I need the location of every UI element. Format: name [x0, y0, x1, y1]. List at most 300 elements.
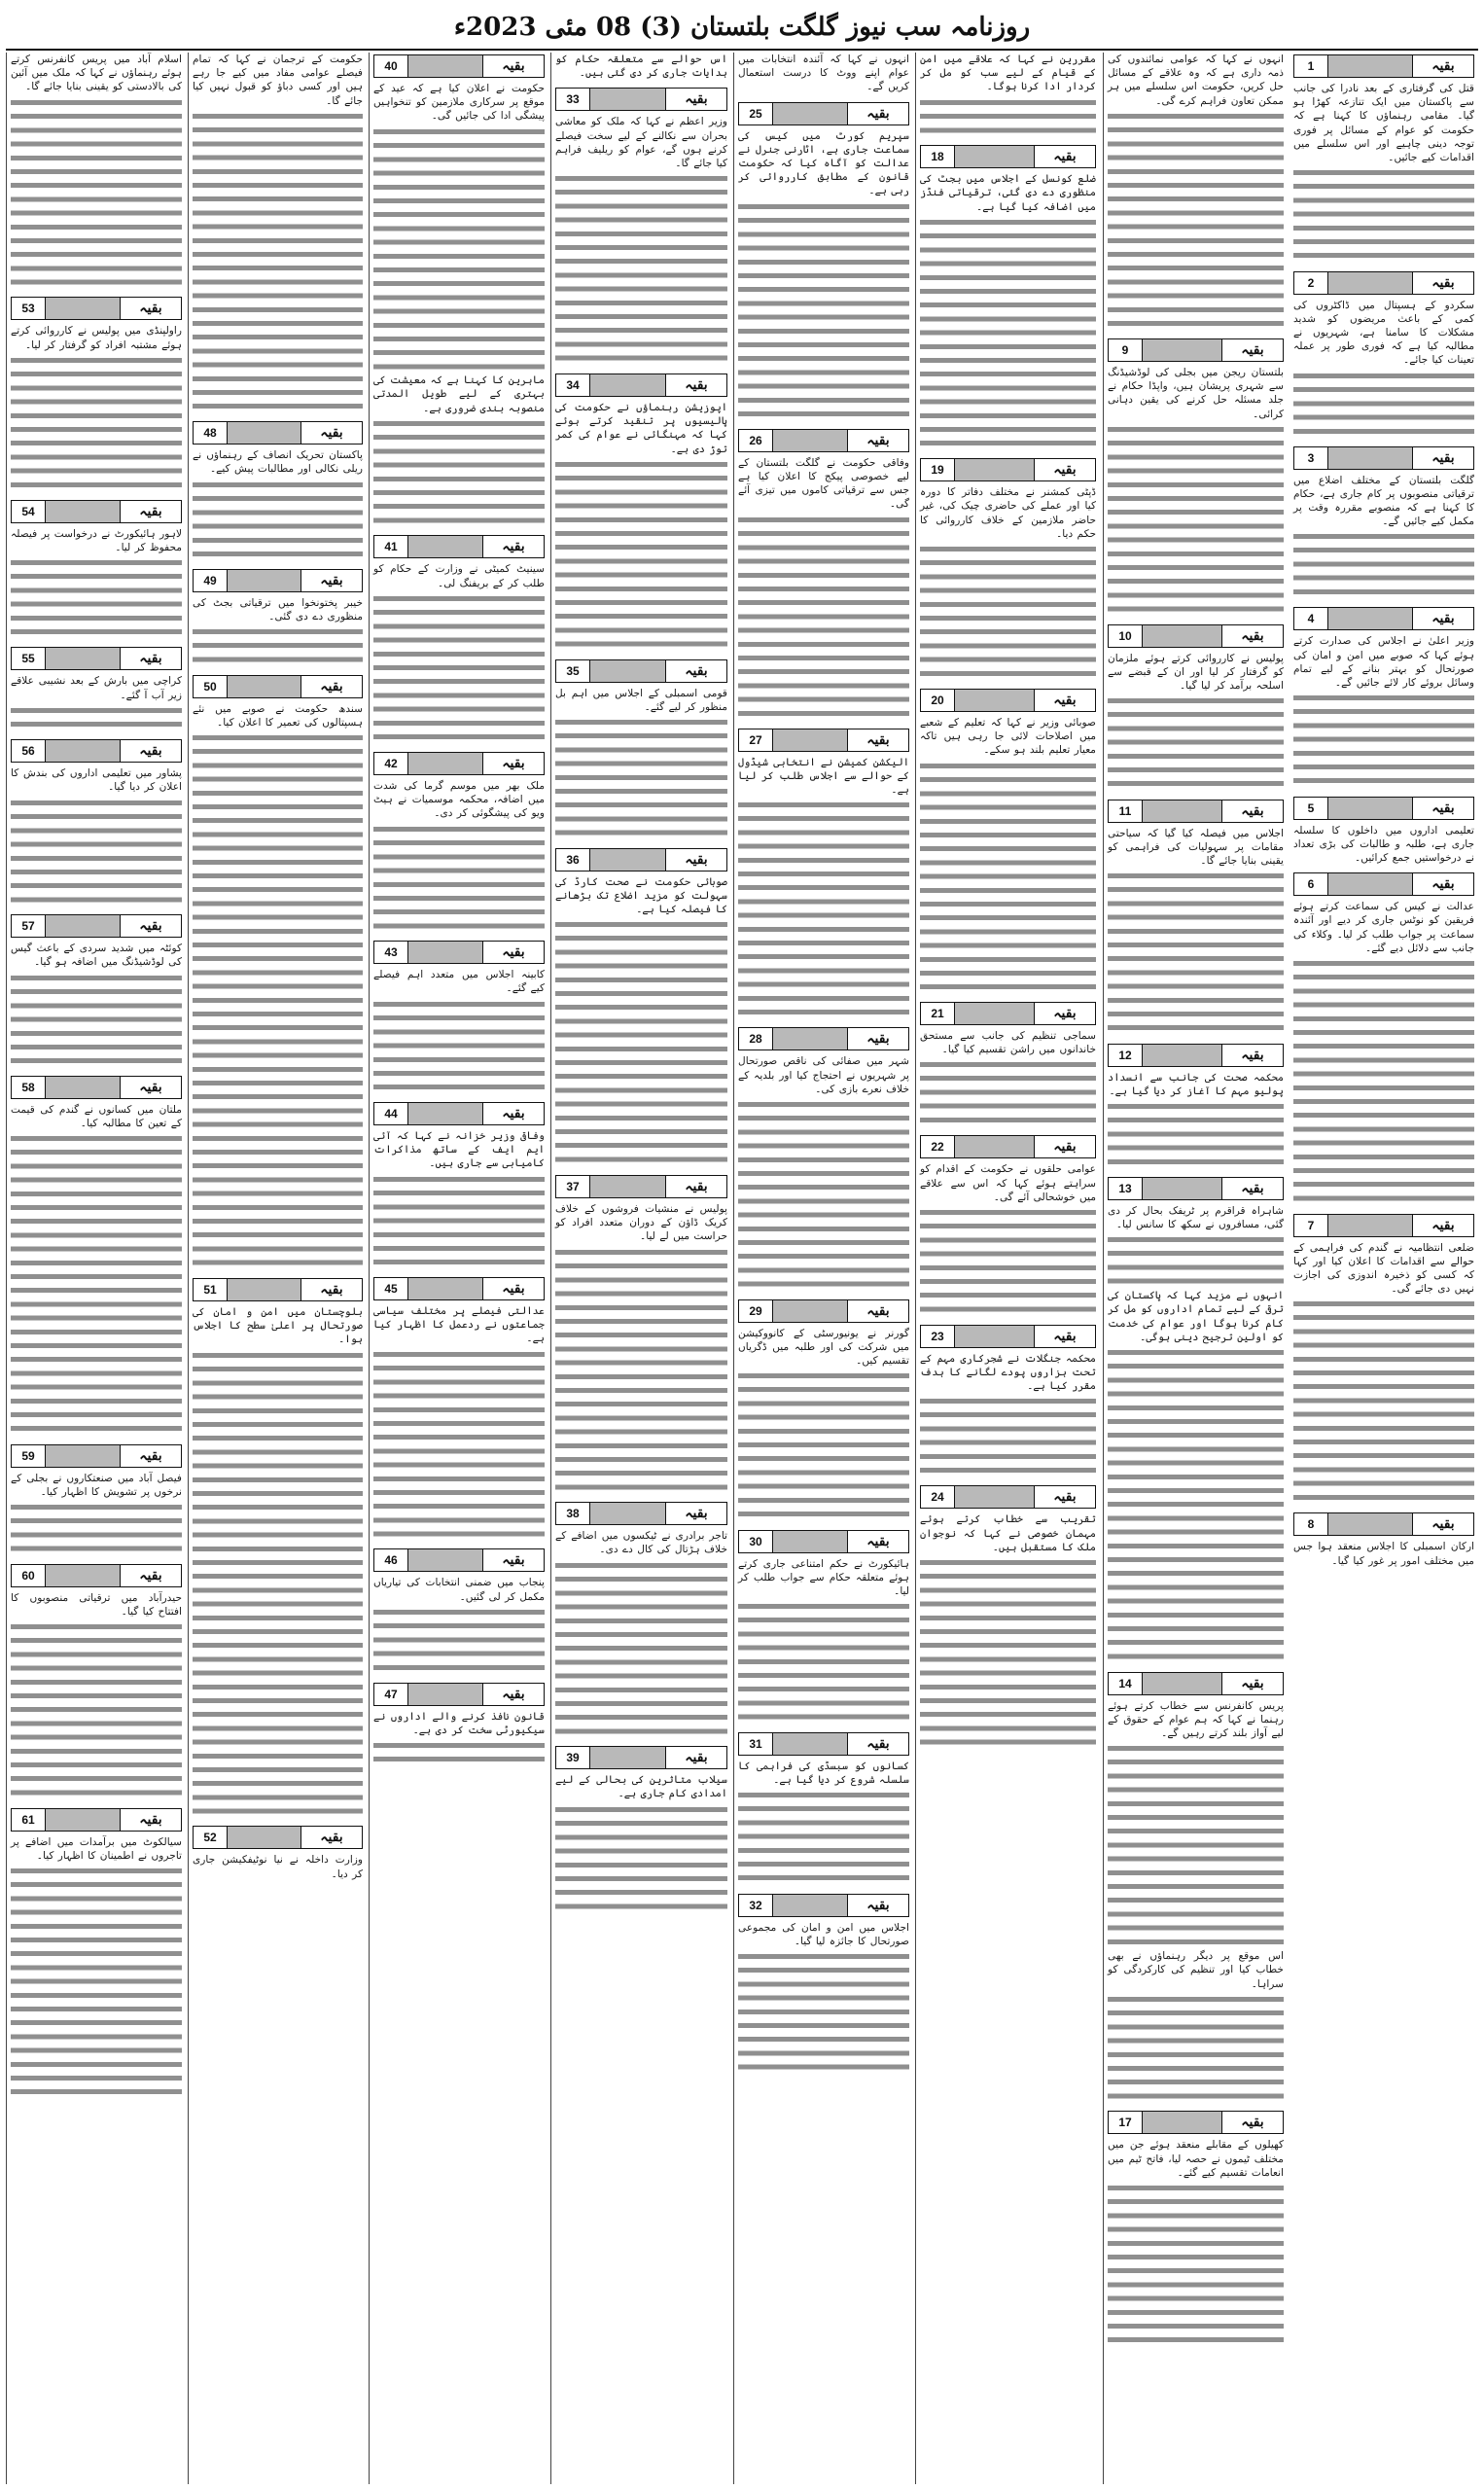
article-text: اس حوالے سے متعلقہ حکام کو ہدایات جاری کر دی گئی ہیں۔ [555, 53, 727, 80]
continuation-item [1108, 2103, 1284, 2347]
continuation-item [920, 450, 1096, 681]
article-text-lines [11, 354, 182, 492]
continuation-number: 54 [12, 501, 46, 522]
continuation-number: 4 [1294, 608, 1328, 629]
continuation-word: بقیہ [847, 1733, 908, 1755]
continuation-tag [555, 1746, 727, 1769]
continuation-item [555, 1167, 727, 1494]
continuation-number: 23 [921, 1326, 955, 1347]
continuation-tag [11, 1808, 182, 1832]
continuation-item [920, 994, 1096, 1127]
continuation-tag [193, 421, 363, 445]
continuation-item [555, 366, 727, 652]
continuation-tag [193, 569, 363, 592]
continuation-word: بقیہ [1412, 798, 1473, 819]
continuation-tag [1293, 1512, 1474, 1536]
continuation-number: 50 [194, 676, 228, 697]
article-text: سیالکوٹ میں برآمدات میں اضافے پر تاجروں نے اطمینان کا اظہار کیا۔ [11, 1836, 182, 1863]
continuation-tag [738, 1299, 909, 1323]
continuation-tag [193, 1278, 363, 1301]
continuation-word: بقیہ [1412, 873, 1473, 895]
continuation-item [373, 1541, 545, 1674]
continuation-item [555, 53, 727, 80]
continuation-item [193, 561, 363, 667]
article-text-lines [920, 1058, 1096, 1127]
continuation-item [555, 1494, 727, 1738]
continuation-tag [373, 1102, 545, 1125]
article-text-lines [738, 1789, 909, 1885]
article-text-lines [555, 716, 727, 840]
article-text-lines [1293, 370, 1474, 439]
continuation-item [1108, 1949, 1284, 2103]
article-text: سپریم کورٹ میں کیس کی سماعت جاری ہے، اٹارنی جنرل نے عدالت کو آگاہ کیا کہ حکومت قانون کے مطابق کارروائی کر رہی ہے۔ [738, 129, 909, 197]
continuation-number: 25 [739, 103, 773, 124]
article-text-lines [373, 592, 545, 744]
continuation-item [1293, 789, 1474, 866]
continuation-item [11, 1437, 182, 1556]
article-text: قانون نافذ کرنے والے اداروں نے سیکیورٹی سخت کر دی ہے۔ [373, 1710, 545, 1737]
continuation-number: 24 [921, 1486, 955, 1508]
article-text-lines [920, 1395, 1096, 1477]
article-text: فیصل آباد میں صنعتکاروں نے بجلی کے نرخوں پر تشویش کا اظہار کیا۔ [11, 1472, 182, 1498]
article-text: خیبر پختونخوا میں ترقیاتی بجٹ کی منظوری دے دی گئی۔ [193, 596, 363, 622]
article-text-lines [920, 760, 1096, 994]
continuation-item [1108, 331, 1284, 617]
continuation-number: 22 [921, 1136, 955, 1157]
article-text-lines [738, 1950, 909, 2075]
continuation-word: بقیہ [1034, 1326, 1095, 1347]
article-text: ضلع کونسل کے اجلاس میں بجٹ کی منظوری دے دی گئی، ترقیاتی فنڈز میں اضافہ کیا گیا ہے۔ [920, 173, 1096, 213]
continuation-word: بقیہ [1221, 1673, 1283, 1694]
article-text: انہوں نے کہا کہ عوامی نمائندوں کی ذمہ داری ہے کہ وہ علاقے کے مسائل حل کریں، حکومت اس سلسلے میں ہر ممکن تعاون فراہم کرے گی۔ [1108, 53, 1284, 107]
article-text: کھیلوں کے مقابلے منعقد ہوئے جن میں مختلف ٹیموں نے حصہ لیا، فاتح ٹیم میں انعامات تقسیم کیے گئے۔ [1108, 2139, 1284, 2179]
news-column [915, 53, 1100, 2484]
continuation-number: 59 [12, 1445, 46, 1467]
continuation-item [920, 137, 1096, 450]
continuation-number: 38 [556, 1503, 590, 1524]
continuation-item [920, 1127, 1096, 1316]
continuation-number: 34 [556, 374, 590, 396]
continuation-word: بقیہ [665, 660, 726, 682]
article-text: صوبائی حکومت نے صحت کارڈ کی سہولت کو مزید اضلاع تک بڑھانے کا فیصلہ کیا ہے۔ [555, 875, 727, 916]
article-text-lines [555, 458, 727, 652]
continuation-number: 60 [12, 1565, 46, 1586]
continuation-item [193, 53, 363, 413]
article-text-lines [738, 1098, 909, 1292]
continuation-word: بقیہ [482, 55, 544, 77]
continuation-tag [11, 914, 182, 938]
continuation-word: بقیہ [120, 298, 181, 319]
article-text-lines [920, 216, 1096, 450]
continuation-tag [738, 102, 909, 125]
continuation-tag [11, 1444, 182, 1468]
continuation-number: 37 [556, 1176, 590, 1197]
continuation-tag [738, 729, 909, 752]
article-text-lines [1108, 1233, 1284, 1289]
continuation-item [11, 907, 182, 1068]
article-text-lines [373, 125, 545, 374]
article-text-lines [1108, 110, 1284, 331]
article-text: مقررین نے کہا کہ علاقے میں امن کے قیام کے لیے سب کو مل کر کردار ادا کرنا ہوگا۔ [920, 53, 1096, 93]
continuation-item [555, 80, 727, 366]
continuation-tag [1108, 338, 1284, 362]
article-text-lines [373, 1348, 545, 1542]
continuation-item [738, 53, 909, 94]
continuation-number: 6 [1294, 873, 1328, 895]
article-text: وفاقی حکومت نے گلگت بلتستان کے لیے خصوصی پیکج کا اعلان کیا ہے جس سے ترقیاتی کاموں میں تیزی آئے گی۔ [738, 456, 909, 511]
continuation-tag [920, 1002, 1096, 1025]
continuation-item [1293, 264, 1474, 439]
continuation-word: بقیہ [482, 942, 544, 963]
continuation-tag [738, 429, 909, 452]
article-text: انہوں نے مزید کہا کہ پاکستان کی ترقی کے لیے تمام اداروں کو مل کر کام کرنا ہوگا اور عوام کی خدمت کو اولین ترجیح دینی ہوگی۔ [1108, 1290, 1284, 1343]
continuation-number: 31 [739, 1733, 773, 1755]
continuation-number: 35 [556, 660, 590, 682]
continuation-number: 33 [556, 89, 590, 110]
article-text-lines [1293, 530, 1474, 599]
continuation-word: بقیہ [847, 1300, 908, 1322]
continuation-word: بقیہ [847, 1531, 908, 1552]
continuation-tag [373, 535, 545, 558]
continuation-tag [738, 1894, 909, 1917]
continuation-item [1293, 599, 1474, 788]
continuation-tag [373, 752, 545, 775]
article-text-lines [193, 110, 363, 413]
continuation-item [11, 289, 182, 491]
continuation-item [738, 421, 909, 721]
article-text: وزیر اعلیٰ نے اجلاس کی صدارت کرتے ہوئے کہا کہ صوبے میں امن و امان کی صورتحال کو بہتر بنانے کے لیے تمام وسائل بروئے کار لائے جائیں گے۔ [1293, 635, 1474, 690]
continuation-number: 46 [374, 1549, 408, 1571]
continuation-item [373, 53, 545, 374]
continuation-tag [738, 1027, 909, 1050]
continuation-word: بقیہ [1034, 459, 1095, 480]
continuation-item [373, 1094, 545, 1269]
continuation-word: بقیہ [1221, 625, 1283, 647]
continuation-number: 57 [12, 915, 46, 937]
continuation-word: بقیہ [1412, 272, 1473, 294]
continuation-number: 55 [12, 648, 46, 669]
continuation-number: 40 [374, 55, 408, 77]
news-column [369, 53, 548, 2484]
article-text: تعلیمی اداروں میں داخلوں کا سلسلہ جاری ہے، طلبہ و طالبات کی بڑی تعداد نے درخواستیں جمع کرائیں۔ [1293, 824, 1474, 865]
continuation-number: 48 [194, 422, 228, 444]
continuation-word: بقیہ [847, 1028, 908, 1049]
continuation-tag [1293, 54, 1474, 78]
news-column [1290, 53, 1478, 2484]
continuation-word: بقیہ [482, 753, 544, 774]
article-text-lines [193, 479, 363, 561]
article-text: پنجاب میں ضمنی انتخابات کی تیاریاں مکمل کر لی گئیں۔ [373, 1577, 545, 1603]
continuation-item [1293, 865, 1474, 1205]
continuation-number: 7 [1294, 1215, 1328, 1236]
continuation-tag [373, 1548, 545, 1572]
continuation-tag [555, 88, 727, 111]
continuation-item [193, 667, 363, 1270]
continuation-number: 53 [12, 298, 46, 319]
continuation-word: بقیہ [847, 430, 908, 451]
continuation-tag [1293, 872, 1474, 896]
continuation-number: 19 [921, 459, 955, 480]
continuation-word: بقیہ [1034, 1486, 1095, 1508]
continuation-item [193, 1270, 363, 1818]
article-text: قتل کی گرفتاری کے بعد نادرا کی جانب سے پاکستان میں ایک تنازعہ کھڑا ہو گیا۔ مقامی رہنماؤں کا کہنا ہے کہ حکومت کو عوام کے مسائل پر فوری توجہ دینی چاہیے اور اس سلسلے میں اقدامات کیے جائیں۔ [1293, 83, 1474, 164]
continuation-number: 18 [921, 146, 955, 167]
continuation-item [11, 492, 182, 640]
article-text-lines [11, 1132, 182, 1436]
continuation-number: 39 [556, 1747, 590, 1768]
article-text: حکومت کے ترجمان نے کہا کہ تمام فیصلے عوامی مفاد میں کیے جا رہے ہیں اور کسی دباؤ کو قبول نہیں کیا جائے گا۔ [193, 53, 363, 107]
article-text-lines [373, 1606, 545, 1675]
continuation-number: 27 [739, 729, 773, 751]
continuation-number: 1 [1294, 55, 1328, 77]
continuation-item [738, 1725, 909, 1886]
continuation-number: 28 [739, 1028, 773, 1049]
continuation-tag [373, 1683, 545, 1706]
article-text-lines [1108, 1346, 1284, 1664]
continuation-item [11, 639, 182, 731]
continuation-number: 11 [1109, 800, 1143, 822]
continuation-word: بقیہ [1034, 690, 1095, 711]
continuation-tag [373, 54, 545, 78]
continuation-number: 47 [374, 1684, 408, 1705]
continuation-number: 49 [194, 570, 228, 591]
news-column [733, 53, 913, 2484]
continuation-word: بقیہ [482, 1549, 544, 1571]
continuation-number: 44 [374, 1103, 408, 1124]
continuation-tag [1293, 446, 1474, 470]
article-text: اپوزیشن رہنماؤں نے حکومت کی پالیسیوں پر تنقید کرتے ہوئے کہا کہ مہنگائی نے عوام کی کمر توڑ دی ہے۔ [555, 402, 727, 455]
continuation-item [11, 1556, 182, 1800]
article-text: الیکشن کمیشن نے انتخابی شیڈول کے حوالے سے اجلاس طلب کر لیا ہے۔ [738, 756, 909, 797]
article-text-lines [373, 998, 545, 1094]
continuation-item [1108, 617, 1284, 792]
article-text: گورنر نے یونیورسٹی کے کانووکیشن میں شرکت کی اور طلبہ میں ڈگریاں تقسیم کیں۔ [738, 1327, 909, 1368]
continuation-number: 20 [921, 690, 955, 711]
continuation-tag [373, 941, 545, 964]
continuation-word: بقیہ [1412, 1215, 1473, 1236]
news-column [1103, 53, 1288, 2484]
article-text-lines [373, 1173, 545, 1269]
article-text-lines [1108, 1100, 1284, 1169]
continuation-item [1293, 1505, 1474, 1567]
article-text-lines [555, 172, 727, 366]
article-text: شہر میں صفائی کی ناقص صورتحال پر شہریوں نے احتجاج کیا اور بلدیہ کے خلاف نعرے بازی کی۔ [738, 1055, 909, 1095]
continuation-item [920, 681, 1096, 994]
continuation-number: 5 [1294, 798, 1328, 819]
continuation-item [373, 744, 545, 933]
article-text-lines [193, 625, 363, 667]
continuation-item [738, 721, 909, 1020]
article-text: وزیر اعظم نے کہا کہ ملک کو معاشی بحران سے نکالنے کے لیے سخت فیصلے کرنے ہوں گے، عوام کو ریلیف فراہم کیا جائے گا۔ [555, 116, 727, 170]
continuation-item [1108, 1664, 1284, 1950]
article-text: کسانوں کو سبسڈی کی فراہمی کا سلسلہ شروع کر دیا گیا ہے۔ [738, 1761, 909, 1787]
continuation-number: 26 [739, 430, 773, 451]
continuation-item [193, 1818, 363, 1880]
continuation-word: بقیہ [1412, 608, 1473, 629]
continuation-item [738, 94, 909, 421]
continuation-tag [920, 145, 1096, 168]
article-text: حیدرآباد میں ترقیاتی منصوبوں کا افتتاح کیا گیا۔ [11, 1592, 182, 1618]
continuation-number: 45 [374, 1278, 408, 1299]
continuation-item [373, 1269, 545, 1541]
article-text-lines [373, 1739, 545, 1766]
continuation-number: 36 [556, 849, 590, 871]
continuation-number: 21 [921, 1003, 955, 1024]
article-text-lines [738, 200, 909, 421]
article-text: محکمہ صحت کی جانب سے انسداد پولیو مہم کا آغاز کر دیا گیا ہے۔ [1108, 1071, 1284, 1097]
newspaper-page [6, 6, 1478, 2484]
continuation-word: بقیہ [1221, 1178, 1283, 1199]
continuation-tag [1293, 797, 1474, 820]
article-text: پریس کانفرنس سے خطاب کرتے ہوئے رہنما نے کہا کہ ہم عوام کے حقوق کے لیے آواز بلند کرتے رہیں گے۔ [1108, 1699, 1284, 1740]
news-column [188, 53, 367, 2484]
article-text: وزارت داخلہ نے نیا نوٹیفکیشن جاری کر دیا۔ [193, 1854, 363, 1880]
continuation-item [193, 413, 363, 561]
article-text-lines [193, 731, 363, 1270]
continuation-number: 12 [1109, 1045, 1143, 1066]
continuation-word: بقیہ [1412, 55, 1473, 77]
continuation-word: بقیہ [1034, 1136, 1095, 1157]
article-text: ملتان میں کسانوں نے گندم کی قیمت کے تعین کا مطالبہ کیا۔ [11, 1104, 182, 1130]
continuation-item [373, 527, 545, 744]
article-text: سندھ حکومت نے صوبے میں نئے ہسپتالوں کی تعمیر کا اعلان کیا۔ [193, 702, 363, 729]
continuation-tag [555, 848, 727, 872]
continuation-word: بقیہ [847, 729, 908, 751]
article-text-lines [373, 823, 545, 934]
article-text: محکمہ جنگلات نے شجرکاری مہم کے تحت ہزاروں پودے لگانے کا ہدف مقرر کیا ہے۔ [920, 1352, 1096, 1393]
continuation-item [738, 1019, 909, 1291]
continuation-item [11, 731, 182, 907]
article-text: صوبائی وزیر نے کہا کہ تعلیم کے شعبے میں اصلاحات لائی جا رہی ہیں تاکہ معیار تعلیم بلند ہو سکے۔ [920, 717, 1096, 757]
continuation-item [920, 53, 1096, 137]
article-text-lines [738, 1600, 909, 1725]
article-text: عدالت نے کیس کی سماعت کرتے ہوئے فریقین کو نوٹس جاری کر دیے اور آئندہ سماعت پر جواب طلب کر لیا۔ وکلاء کی جانب سے دلائل دیے گئے۔ [1293, 901, 1474, 954]
continuation-word: بقیہ [300, 1279, 362, 1300]
continuation-tag [1293, 607, 1474, 630]
article-text-lines [11, 797, 182, 907]
continuation-number: 17 [1109, 2112, 1143, 2133]
continuation-item [1293, 53, 1474, 264]
continuation-tag [1293, 1214, 1474, 1237]
article-text: انہوں نے کہا کہ آئندہ انتخابات میں عوام اپنے ووٹ کا درست استعمال کریں گے۔ [738, 53, 909, 93]
article-text: پشاور میں تعلیمی اداروں کی بندش کا اعلان کر دیا گیا۔ [11, 767, 182, 794]
continuation-number: 41 [374, 536, 408, 557]
article-text: پولیس نے منشیات فروشوں کے خلاف کریک ڈاؤن کے دوران متعدد افراد کو حراست میں لے لیا۔ [555, 1203, 727, 1243]
news-column [550, 53, 731, 2484]
article-text: حکومت نے اعلان کیا ہے کہ عید کے موقع پر سرکاری ملازمین کو تنخواہیں پیشگی ادا کی جائیں گی۔ [373, 83, 545, 123]
continuation-word: بقیہ [120, 1565, 181, 1586]
continuation-item [373, 933, 545, 1094]
continuation-number: 10 [1109, 625, 1143, 647]
continuation-number: 2 [1294, 272, 1328, 294]
continuation-number: 29 [739, 1300, 773, 1322]
article-text: قومی اسمبلی کے اجلاس میں اہم بل منظور کر لیے گئے۔ [555, 687, 727, 713]
article-text: ہائیکورٹ نے حکم امتناعی جاری کرتے ہوئے متعلقہ حکام سے جواب طلب کر لیا۔ [738, 1557, 909, 1598]
article-text: تقریب سے خطاب کرتے ہوئے مہمان خصوصی نے کہا کہ نوجوان ملک کا مستقبل ہیں۔ [920, 1513, 1096, 1553]
continuation-word: بقیہ [300, 570, 362, 591]
article-text-lines [11, 1865, 182, 2099]
continuation-word: بقیہ [1221, 800, 1283, 822]
continuation-tag [920, 1135, 1096, 1158]
article-text-lines [920, 1556, 1096, 1750]
continuation-tag [1108, 2111, 1284, 2134]
continuation-number: 3 [1294, 447, 1328, 469]
article-text-lines [1108, 2182, 1284, 2347]
article-text-lines [555, 1559, 727, 1739]
article-text: اس موقع پر دیگر رہنماؤں نے بھی خطاب کیا اور تنظیم کی کارکردگی کو سراہا۔ [1108, 1950, 1284, 1990]
continuation-word: بقیہ [120, 915, 181, 937]
continuation-tag [11, 1076, 182, 1099]
continuation-word: بقیہ [120, 501, 181, 522]
article-text-lines [738, 1370, 909, 1521]
article-text: شاہراہ قراقرم پر ٹریفک بحال کر دی گئی، مسافروں نے سکھ کا سانس لیا۔ [1108, 1205, 1284, 1231]
continuation-tag [1293, 271, 1474, 295]
article-text-lines [1108, 423, 1284, 617]
article-text: سماجی تنظیم کی جانب سے مستحق خاندانوں میں راشن تقسیم کیا گیا۔ [920, 1030, 1096, 1056]
continuation-item [373, 374, 545, 527]
continuation-number: 43 [374, 942, 408, 963]
masthead [6, 6, 1478, 51]
article-text-lines [738, 799, 909, 1019]
article-text-lines [1293, 692, 1474, 788]
continuation-word: بقیہ [120, 648, 181, 669]
continuation-word: بقیہ [1221, 339, 1283, 361]
continuation-word: بقیہ [120, 1445, 181, 1467]
article-text: ڈپٹی کمشنر نے مختلف دفاتر کا دورہ کیا اور عملے کی حاضری چیک کی، غیر حاضر ملازمین کے خلاف کارروائی کا حکم دیا۔ [920, 486, 1096, 540]
article-text: گلگت بلتستان کے مختلف اضلاع میں ترقیاتی منصوبوں پر کام جاری ہے، حکام کا کہنا ہے کہ منصوبے مقررہ وقت پر مکمل کیے جائیں گے۔ [1293, 474, 1474, 528]
continuation-tag [1108, 624, 1284, 648]
article-text: اجلاس میں فیصلہ کیا گیا کہ سیاحتی مقامات پر سہولیات کی فراہمی کو یقینی بنایا جائے گا۔ [1108, 827, 1284, 868]
continuation-tag [555, 1175, 727, 1198]
article-text-lines [193, 1349, 363, 1819]
article-text: راولپنڈی میں پولیس نے کارروائی کرتے ہوئے مشتبہ افراد کو گرفتار کر لیا۔ [11, 325, 182, 351]
continuation-item [1108, 792, 1284, 1036]
continuation-number: 42 [374, 753, 408, 774]
article-text: کوئٹہ میں شدید سردی کے باعث گیس کی لوڈشیڈنگ میں اضافہ ہو گیا۔ [11, 943, 182, 969]
continuation-word: بقیہ [665, 1503, 726, 1524]
continuation-tag [1108, 1044, 1284, 1067]
continuation-word: بقیہ [665, 1176, 726, 1197]
continuation-tag [1108, 1672, 1284, 1695]
article-text-lines [11, 1620, 182, 1800]
continuation-item [920, 1477, 1096, 1749]
continuation-word: بقیہ [1221, 1045, 1283, 1066]
continuation-tag [193, 1826, 363, 1849]
continuation-item [738, 1886, 909, 2075]
continuation-item [1108, 1289, 1284, 1663]
article-text-lines [11, 1501, 182, 1556]
article-text: کابینہ اجلاس میں متعدد اہم فیصلے کیے گئے۔ [373, 969, 545, 995]
article-text: عوامی حلقوں نے حکومت کے اقدام کو سراہتے ہوئے کہا کہ اس سے علاقے میں خوشحالی آئے گی۔ [920, 1163, 1096, 1203]
continuation-tag [738, 1530, 909, 1553]
continuation-tag [11, 297, 182, 320]
article-text-lines [11, 972, 182, 1068]
continuation-tag [738, 1732, 909, 1756]
article-text: ماہرین کا کہنا ہے کہ معیشت کی بہتری کے لیے طویل المدتی منصوبہ بندی ضروری ہے۔ [373, 374, 545, 414]
article-text: سینیٹ کمیٹی نے وزارت کے حکام کو طلب کر کے بریفنگ لی۔ [373, 563, 545, 589]
article-text-lines [11, 704, 182, 731]
continuation-tag [1108, 800, 1284, 823]
continuation-word: بقیہ [120, 740, 181, 762]
continuation-word: بقیہ [300, 1827, 362, 1848]
article-text: سیلاب متاثرین کی بحالی کے لیے امدادی کام جاری ہے۔ [555, 1774, 727, 1800]
article-text: پولیس نے کارروائی کرتے ہوئے ملزمان کو گرفتار کر لیا اور ان کے قبضے سے اسلحہ برآمد کر لیا گیا۔ [1108, 652, 1284, 693]
article-text-lines [1108, 870, 1284, 1035]
continuation-word: بقیہ [1221, 2112, 1283, 2133]
continuation-word: بقیہ [1412, 1513, 1473, 1535]
continuation-number: 14 [1109, 1673, 1143, 1694]
continuation-word: بقیہ [482, 1103, 544, 1124]
